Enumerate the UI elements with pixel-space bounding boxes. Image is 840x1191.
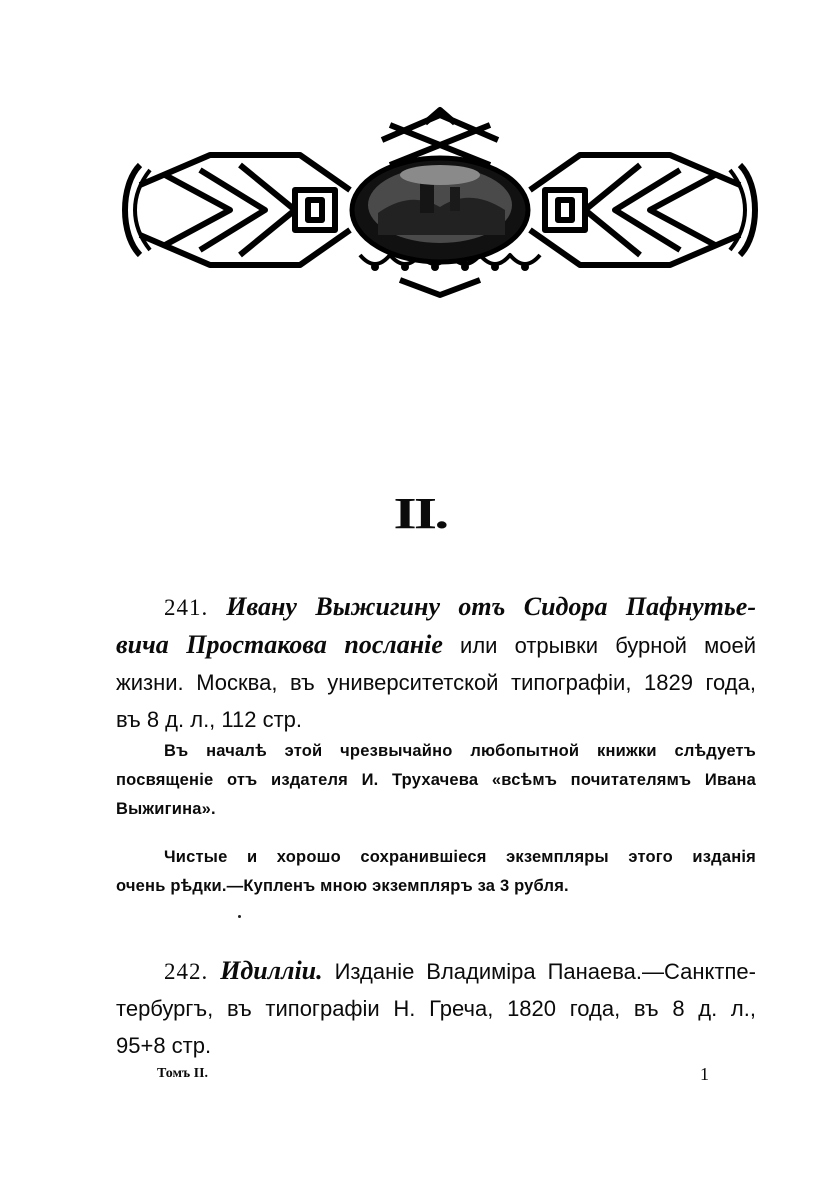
note-2-line-2: очень рѣдки.—Купленъ мною экземпляръ за 3 рубля. [116, 877, 569, 895]
entry-242-line-3: 95+8 стр. [116, 1033, 212, 1058]
entry-242-title: Идилліи. [220, 956, 323, 985]
note-1-line-1: Въ началѣ этой чрезвычайно любопытной книжки слѣдуетъ [164, 742, 756, 760]
entry-241-title-part1: Ивану Выжигину отъ Сидора Пафнутье- [226, 592, 756, 621]
entry-241-title-part2: вича Простакова посланіе [116, 630, 443, 659]
note-1-line-2: посвященіе отъ издателя И. Трухачева «всѣмъ почитателямъ Ивана [116, 771, 756, 789]
footer-page-number: 1 [700, 1064, 709, 1084]
entry-241-line-3: жизни. Москва, въ университетской типографіи, 1829 года, [116, 670, 756, 695]
section-numeral: II. [393, 489, 447, 538]
entry-242-line-1 [116, 952, 756, 990]
entry-241-line-1 [116, 588, 756, 626]
entry-241-desc-part1: или отрывки бурной моей [460, 633, 756, 658]
entry-241-note-1 [116, 737, 756, 824]
entry-241-number: 241. [164, 595, 209, 620]
decorative-headpiece-ornament [120, 95, 760, 310]
entry-242-desc-part1: Изданіе Владиміра Панаева.—Санктпе- [334, 959, 756, 984]
entry-241-line-2 [116, 626, 756, 664]
note-1-line-3: Выжигина». [116, 800, 216, 818]
entry-241-heading [116, 588, 756, 738]
print-speck [238, 915, 241, 918]
entry-242-line-2: тербургъ, въ типографіи Н. Греча, 1820 года, въ 8 д. л., [116, 996, 756, 1021]
entry-241-line-4: въ 8 д. л., 112 стр. [116, 707, 303, 732]
note-2-line-1: Чистые и хорошо сохранившіеся экземпляры этого изданія [164, 848, 756, 866]
entry-242-heading [116, 952, 756, 1064]
entry-241-note-2 [116, 843, 756, 901]
footer-volume-label: Томъ II. [157, 1066, 209, 1081]
entry-242-number: 242. [164, 959, 209, 984]
